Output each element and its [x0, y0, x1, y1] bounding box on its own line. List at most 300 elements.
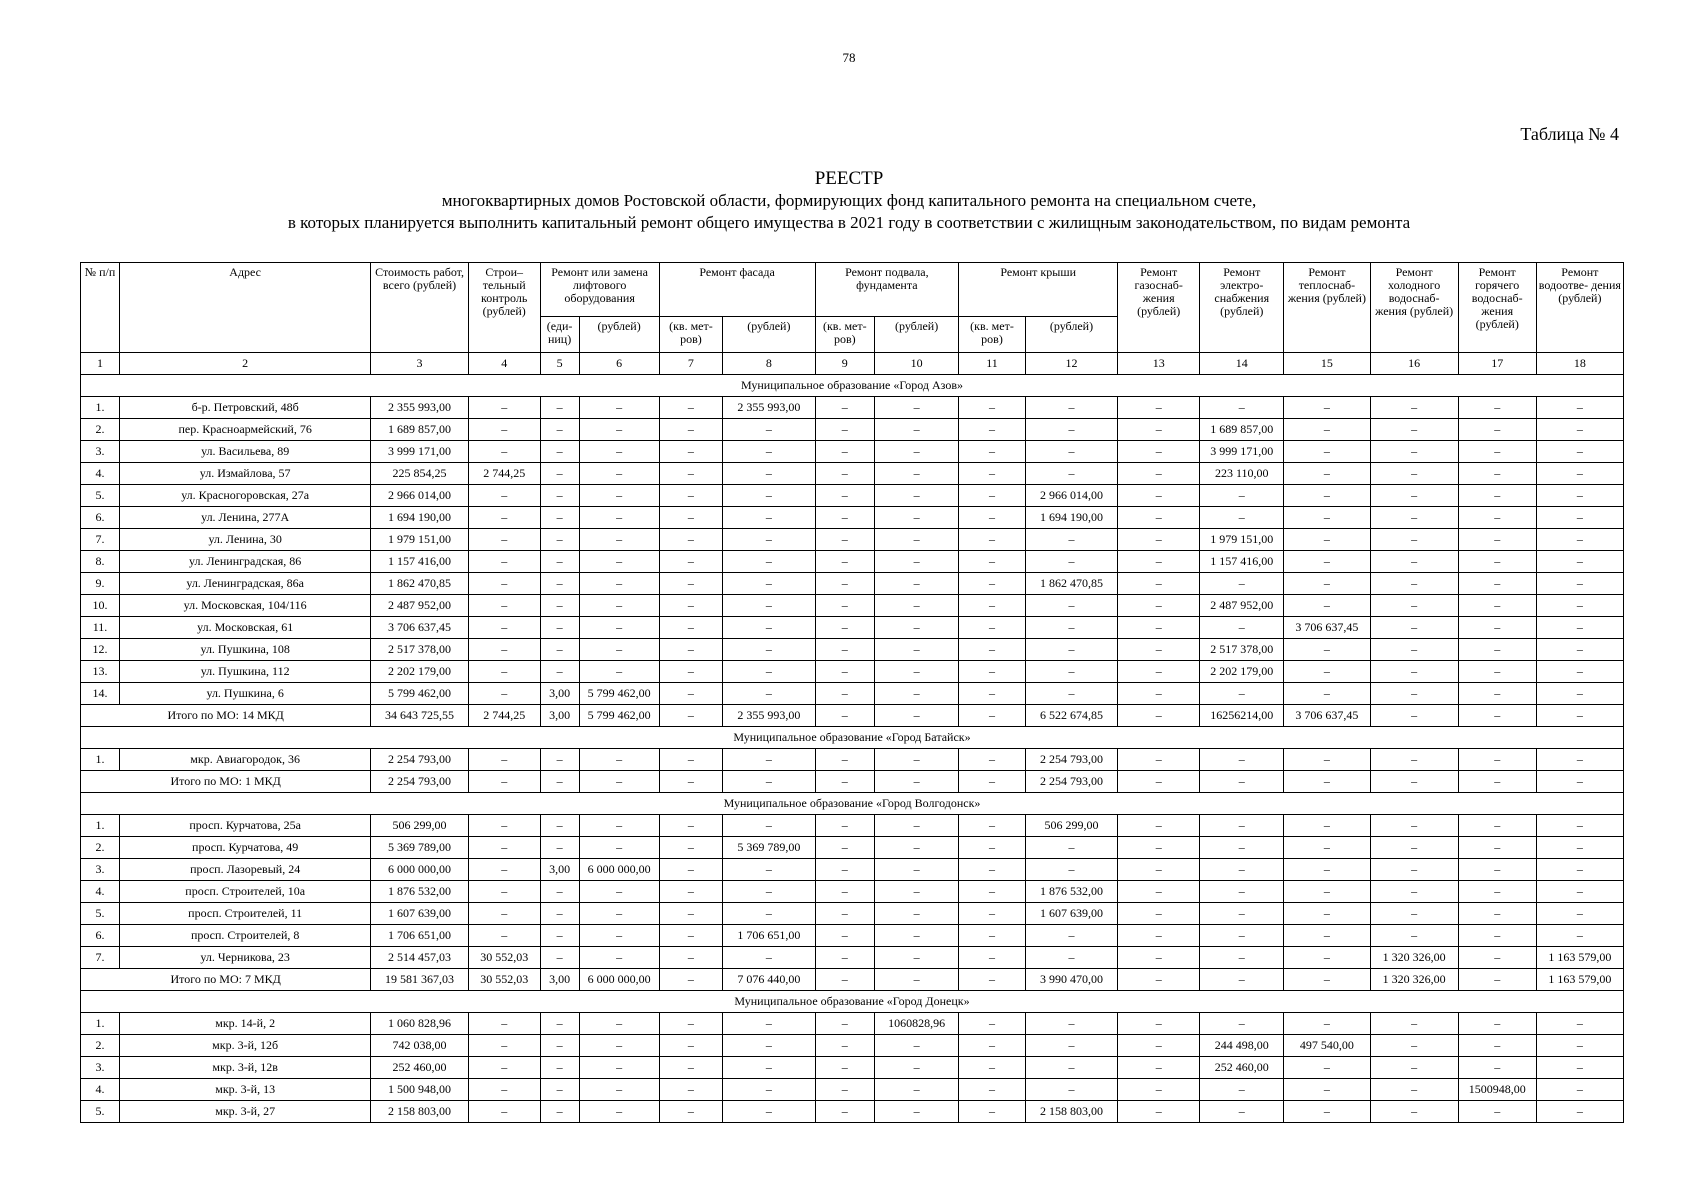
table-cell: 1 876 532,00 — [371, 881, 468, 903]
table-cell: 16256214,00 — [1200, 705, 1284, 727]
table-cell: – — [1118, 837, 1200, 859]
table-cell: – — [1284, 529, 1370, 551]
table-cell: – — [875, 463, 959, 485]
table-cell: – — [579, 1101, 659, 1123]
table-cell: – — [723, 771, 815, 793]
table-cell: – — [1025, 529, 1117, 551]
table-cell: – — [659, 1057, 723, 1079]
table-cell: – — [659, 529, 723, 551]
row-number: 1. — [81, 1013, 120, 1035]
table-cell: – — [579, 639, 659, 661]
table-cell: – — [468, 551, 540, 573]
table-cell: – — [659, 1101, 723, 1123]
table-cell: – — [579, 771, 659, 793]
row-number: 6. — [81, 507, 120, 529]
table-cell: – — [815, 1079, 875, 1101]
table-cell: – — [959, 1013, 1026, 1035]
table-cell: – — [1370, 617, 1458, 639]
table-cell: – — [468, 639, 540, 661]
table-cell: – — [579, 529, 659, 551]
table-cell: – — [1200, 1079, 1284, 1101]
row-number: 1. — [81, 815, 120, 837]
row-number: 7. — [81, 529, 120, 551]
table-cell: – — [1284, 815, 1370, 837]
table-cell: 6 522 674,85 — [1025, 705, 1117, 727]
table-row — [81, 485, 1624, 507]
header-facade-rub: (рублей) — [723, 317, 815, 353]
table-cell: – — [540, 661, 579, 683]
address-cell: ул. Ленинградская, 86 — [119, 551, 370, 573]
table-cell: – — [959, 771, 1026, 793]
table-cell: – — [959, 749, 1026, 771]
address-cell: ул. Черникова, 23 — [119, 947, 370, 969]
table-cell: 3 706 637,45 — [371, 617, 468, 639]
table-cell: – — [1200, 749, 1284, 771]
table-cell: – — [959, 903, 1026, 925]
row-number: 2. — [81, 837, 120, 859]
table-cell: – — [723, 617, 815, 639]
table-row — [81, 661, 1624, 683]
table-cell: 3,00 — [540, 683, 579, 705]
table-cell: – — [959, 1101, 1026, 1123]
table-cell: – — [959, 661, 1026, 683]
table-cell: – — [959, 463, 1026, 485]
address-cell: просп. Строителей, 10а — [119, 881, 370, 903]
table-cell: 3,00 — [540, 859, 579, 881]
table-cell: – — [468, 485, 540, 507]
table-cell: – — [1118, 771, 1200, 793]
address-cell: мкр. 14-й, 2 — [119, 1013, 370, 1035]
table-cell: – — [540, 925, 579, 947]
table-cell: – — [659, 1013, 723, 1035]
table-row — [81, 419, 1624, 441]
table-cell: – — [959, 815, 1026, 837]
table-cell: – — [468, 661, 540, 683]
table-cell: – — [579, 749, 659, 771]
table-cell: 506 299,00 — [371, 815, 468, 837]
table-cell: – — [815, 573, 875, 595]
table-cell: – — [1458, 947, 1536, 969]
table-cell: – — [579, 573, 659, 595]
table-row — [81, 397, 1624, 419]
table-cell: – — [815, 617, 875, 639]
table-cell: 1 862 470,85 — [1025, 573, 1117, 595]
table-cell: 2 966 014,00 — [371, 485, 468, 507]
header-roof-sqm: (кв. мет- ров) — [959, 317, 1026, 353]
table-cell: – — [1370, 859, 1458, 881]
address-cell: ул. Ленинградская, 86а — [119, 573, 370, 595]
address-cell: ул. Пушкина, 6 — [119, 683, 370, 705]
table-cell: 1 607 639,00 — [371, 903, 468, 925]
table-cell: 5 799 462,00 — [579, 683, 659, 705]
table-cell: – — [540, 837, 579, 859]
header-control: Строи– тельный контроль (рублей) — [468, 263, 540, 353]
table-cell: – — [875, 925, 959, 947]
table-cell: – — [875, 419, 959, 441]
table-cell: – — [1118, 507, 1200, 529]
section-title: Муниципальное образование «Город Азов» — [81, 375, 1624, 397]
address-cell: ул. Ленина, 277А — [119, 507, 370, 529]
table-cell: 2 158 803,00 — [371, 1101, 468, 1123]
table-cell: – — [1284, 419, 1370, 441]
table-cell: – — [1458, 463, 1536, 485]
table-cell: 3 999 171,00 — [371, 441, 468, 463]
table-cell: – — [959, 397, 1026, 419]
table-cell: – — [468, 749, 540, 771]
registry-table — [80, 262, 1624, 1123]
row-number: 1. — [81, 749, 120, 771]
table-cell: – — [875, 903, 959, 925]
table-cell: – — [1458, 507, 1536, 529]
row-number: 4. — [81, 1079, 120, 1101]
table-cell: 1 500 948,00 — [371, 1079, 468, 1101]
header-roof: Ремонт крыши — [959, 263, 1118, 317]
table-cell: – — [659, 397, 723, 419]
table-cell: – — [1118, 947, 1200, 969]
row-number: 5. — [81, 1101, 120, 1123]
table-cell: – — [1370, 485, 1458, 507]
table-cell: – — [540, 1101, 579, 1123]
table-cell: – — [1536, 925, 1623, 947]
table-cell: – — [875, 1101, 959, 1123]
table-cell: 1 862 470,85 — [371, 573, 468, 595]
table-cell: – — [540, 397, 579, 419]
total-label: Итого по МО: 14 МКД — [81, 705, 371, 727]
table-cell: – — [959, 881, 1026, 903]
table-cell: – — [1370, 529, 1458, 551]
table-cell: 3,00 — [540, 969, 579, 991]
table-cell: – — [723, 881, 815, 903]
table-cell: – — [1458, 859, 1536, 881]
header-gas: Ремонт газоснаб- жения (рублей) — [1118, 263, 1200, 353]
address-cell: просп. Лазоревый, 24 — [119, 859, 370, 881]
table-cell: – — [815, 705, 875, 727]
table-cell: 30 552,03 — [468, 947, 540, 969]
table-cell: – — [1118, 573, 1200, 595]
table-row — [81, 441, 1624, 463]
table-cell: – — [959, 1035, 1026, 1057]
table-cell: 2 517 378,00 — [371, 639, 468, 661]
table-cell: – — [579, 903, 659, 925]
header-roof-rub: (рублей) — [1025, 317, 1117, 353]
table-cell: – — [815, 749, 875, 771]
table-cell: – — [815, 639, 875, 661]
table-cell: – — [659, 573, 723, 595]
column-number: 3 — [371, 353, 468, 375]
table-cell: – — [468, 595, 540, 617]
table-cell: – — [1536, 397, 1623, 419]
table-cell: – — [1118, 1035, 1200, 1057]
table-cell: – — [723, 749, 815, 771]
table-cell: – — [875, 485, 959, 507]
table-cell: – — [1200, 485, 1284, 507]
table-cell: – — [1370, 551, 1458, 573]
row-number: 2. — [81, 419, 120, 441]
table-row — [81, 639, 1624, 661]
table-cell: – — [1118, 749, 1200, 771]
table-cell: 742 038,00 — [371, 1035, 468, 1057]
table-cell: – — [468, 1013, 540, 1035]
table-cell: – — [468, 815, 540, 837]
table-cell: – — [1025, 617, 1117, 639]
table-cell: – — [579, 595, 659, 617]
table-cell: – — [723, 947, 815, 969]
table-cell: – — [959, 1057, 1026, 1079]
table-cell: – — [875, 947, 959, 969]
table-cell: 2 355 993,00 — [371, 397, 468, 419]
table-cell: – — [540, 573, 579, 595]
address-cell: ул. Красногоровская, 27а — [119, 485, 370, 507]
table-cell: – — [468, 903, 540, 925]
table-cell: – — [815, 1057, 875, 1079]
table-cell: 1 706 651,00 — [371, 925, 468, 947]
table-cell: – — [1370, 903, 1458, 925]
address-cell: ул. Пушкина, 108 — [119, 639, 370, 661]
address-cell: ул. Московская, 61 — [119, 617, 370, 639]
total-label: Итого по МО: 1 МКД — [81, 771, 371, 793]
table-cell: – — [540, 881, 579, 903]
table-cell: – — [659, 485, 723, 507]
address-cell: мкр. 3-й, 12б — [119, 1035, 370, 1057]
table-cell: – — [540, 529, 579, 551]
table-cell: – — [1458, 749, 1536, 771]
table-cell: – — [1536, 1035, 1623, 1057]
table-cell: – — [1370, 925, 1458, 947]
table-cell: – — [540, 639, 579, 661]
table-cell: – — [875, 815, 959, 837]
table-cell: – — [1458, 419, 1536, 441]
table-cell: – — [723, 595, 815, 617]
table-cell: – — [1370, 661, 1458, 683]
table-cell: – — [1284, 749, 1370, 771]
table-body — [81, 375, 1624, 1123]
table-cell: – — [540, 749, 579, 771]
table-cell: 1 320 326,00 — [1370, 969, 1458, 991]
column-number: 7 — [659, 353, 723, 375]
table-cell: – — [815, 837, 875, 859]
table-cell: – — [540, 595, 579, 617]
table-cell: – — [1118, 617, 1200, 639]
table-cell: – — [468, 441, 540, 463]
table-cell: – — [468, 837, 540, 859]
table-cell: – — [540, 507, 579, 529]
table-cell: 7 076 440,00 — [723, 969, 815, 991]
title-line-1: РЕЕСТР — [814, 168, 884, 189]
table-cell: – — [1284, 463, 1370, 485]
table-cell: – — [659, 463, 723, 485]
table-cell: 5 369 789,00 — [371, 837, 468, 859]
table-cell: – — [1284, 1013, 1370, 1035]
table-cell: – — [1200, 771, 1284, 793]
table-cell: – — [1458, 881, 1536, 903]
table-cell: 5 369 789,00 — [723, 837, 815, 859]
table-cell: 6 000 000,00 — [579, 859, 659, 881]
table-cell: 6 000 000,00 — [371, 859, 468, 881]
table-cell: – — [1458, 397, 1536, 419]
table-cell: – — [815, 1013, 875, 1035]
table-cell: 1 979 151,00 — [1200, 529, 1284, 551]
table-cell: – — [1536, 463, 1623, 485]
table-cell: – — [468, 1057, 540, 1079]
table-cell: – — [579, 1057, 659, 1079]
table-cell: – — [579, 1035, 659, 1057]
table-cell: – — [723, 1079, 815, 1101]
table-cell: – — [1458, 573, 1536, 595]
table-cell: – — [1536, 617, 1623, 639]
table-cell: – — [1118, 529, 1200, 551]
table-cell: – — [875, 595, 959, 617]
total-row — [81, 771, 1624, 793]
table-cell: – — [1118, 859, 1200, 881]
row-number: 8. — [81, 551, 120, 573]
table-cell: 2 355 993,00 — [723, 705, 815, 727]
table-cell: – — [1025, 683, 1117, 705]
table-cell: – — [540, 485, 579, 507]
document-title — [0, 168, 1698, 234]
address-cell: ул. Ленина, 30 — [119, 529, 370, 551]
table-row — [81, 463, 1624, 485]
table-cell: – — [1370, 837, 1458, 859]
table-row — [81, 595, 1624, 617]
table-cell: – — [1536, 573, 1623, 595]
table-cell: – — [579, 815, 659, 837]
table-cell: – — [659, 969, 723, 991]
table-cell: – — [1536, 859, 1623, 881]
table-cell: – — [1536, 683, 1623, 705]
table-cell: – — [815, 1035, 875, 1057]
table-cell: – — [1370, 1013, 1458, 1035]
table-cell: – — [1118, 1057, 1200, 1079]
table-cell: – — [1536, 749, 1623, 771]
table-cell: – — [959, 683, 1026, 705]
table-cell: – — [815, 903, 875, 925]
table-cell: – — [815, 595, 875, 617]
table-cell: 497 540,00 — [1284, 1035, 1370, 1057]
table-cell: – — [723, 441, 815, 463]
table-cell: – — [1458, 683, 1536, 705]
table-cell: – — [815, 771, 875, 793]
table-cell: – — [659, 617, 723, 639]
table-cell: 3 999 171,00 — [1200, 441, 1284, 463]
table-cell: – — [1200, 507, 1284, 529]
table-cell: – — [959, 419, 1026, 441]
table-cell: – — [1284, 683, 1370, 705]
table-cell: – — [1284, 837, 1370, 859]
table-cell: – — [1536, 595, 1623, 617]
table-cell: 1 689 857,00 — [371, 419, 468, 441]
table-cell: – — [1536, 661, 1623, 683]
table-cell: – — [1458, 969, 1536, 991]
table-cell: – — [1200, 397, 1284, 419]
table-cell: – — [723, 903, 815, 925]
table-cell: – — [468, 419, 540, 441]
table-cell: – — [959, 573, 1026, 595]
table-cell: – — [659, 837, 723, 859]
table-cell: – — [959, 705, 1026, 727]
address-cell: мкр. 3-й, 13 — [119, 1079, 370, 1101]
table-cell: – — [540, 1079, 579, 1101]
table-cell: 1 706 651,00 — [723, 925, 815, 947]
table-cell: – — [659, 771, 723, 793]
table-cell: – — [1200, 969, 1284, 991]
table-cell: – — [1118, 397, 1200, 419]
table-cell: – — [468, 859, 540, 881]
table-cell: – — [875, 617, 959, 639]
column-number: 5 — [540, 353, 579, 375]
table-cell: – — [1025, 925, 1117, 947]
table-cell: – — [659, 1079, 723, 1101]
table-cell: – — [1025, 859, 1117, 881]
table-cell: – — [659, 881, 723, 903]
row-number: 1. — [81, 397, 120, 419]
table-cell: – — [1284, 639, 1370, 661]
table-cell: – — [815, 463, 875, 485]
table-cell: – — [540, 815, 579, 837]
table-cell: – — [1458, 1057, 1536, 1079]
table-cell: – — [1284, 947, 1370, 969]
table-cell: – — [723, 859, 815, 881]
header-facade-sqm: (кв. мет- ров) — [659, 317, 723, 353]
table-cell: – — [1200, 683, 1284, 705]
table-cell: 252 460,00 — [1200, 1057, 1284, 1079]
table-cell: – — [875, 573, 959, 595]
row-number: 7. — [81, 947, 120, 969]
table-cell: – — [1536, 1013, 1623, 1035]
address-cell: просп. Курчатова, 25а — [119, 815, 370, 837]
table-cell: – — [959, 925, 1026, 947]
address-cell: мкр. Авиагородок, 36 — [119, 749, 370, 771]
table-cell: – — [1370, 1057, 1458, 1079]
table-cell: – — [468, 683, 540, 705]
table-cell: – — [1118, 815, 1200, 837]
table-cell: – — [875, 1057, 959, 1079]
table-row — [81, 1057, 1624, 1079]
table-cell: – — [579, 507, 659, 529]
table-cell: – — [1284, 859, 1370, 881]
table-cell: – — [1370, 463, 1458, 485]
table-cell: – — [1284, 925, 1370, 947]
header-cost: Стоимость работ, всего (рублей) — [371, 263, 468, 353]
column-number: 1 — [81, 353, 120, 375]
header-electro: Ремонт электро- снабжения (рублей) — [1200, 263, 1284, 353]
column-number: 6 — [579, 353, 659, 375]
address-cell: ул. Васильева, 89 — [119, 441, 370, 463]
table-cell: – — [875, 771, 959, 793]
table-cell: – — [1118, 705, 1200, 727]
table-cell: – — [815, 419, 875, 441]
table-cell: – — [579, 925, 659, 947]
table-cell: – — [1118, 463, 1200, 485]
table-row — [81, 1101, 1624, 1123]
table-cell: – — [579, 1079, 659, 1101]
row-number: 5. — [81, 485, 120, 507]
table-cell: – — [1025, 397, 1117, 419]
table-cell: – — [659, 925, 723, 947]
table-cell: – — [1200, 947, 1284, 969]
table-cell: – — [959, 837, 1026, 859]
table-cell: – — [1284, 881, 1370, 903]
table-cell: – — [1458, 661, 1536, 683]
address-cell: ул. Пушкина, 112 — [119, 661, 370, 683]
table-cell: – — [1458, 925, 1536, 947]
table-cell: – — [468, 397, 540, 419]
table-cell: – — [468, 1035, 540, 1057]
table-row — [81, 749, 1624, 771]
table-cell: – — [723, 1101, 815, 1123]
table-cell: – — [1025, 551, 1117, 573]
table-cell: 1060828,96 — [875, 1013, 959, 1035]
table-cell: 2 966 014,00 — [1025, 485, 1117, 507]
